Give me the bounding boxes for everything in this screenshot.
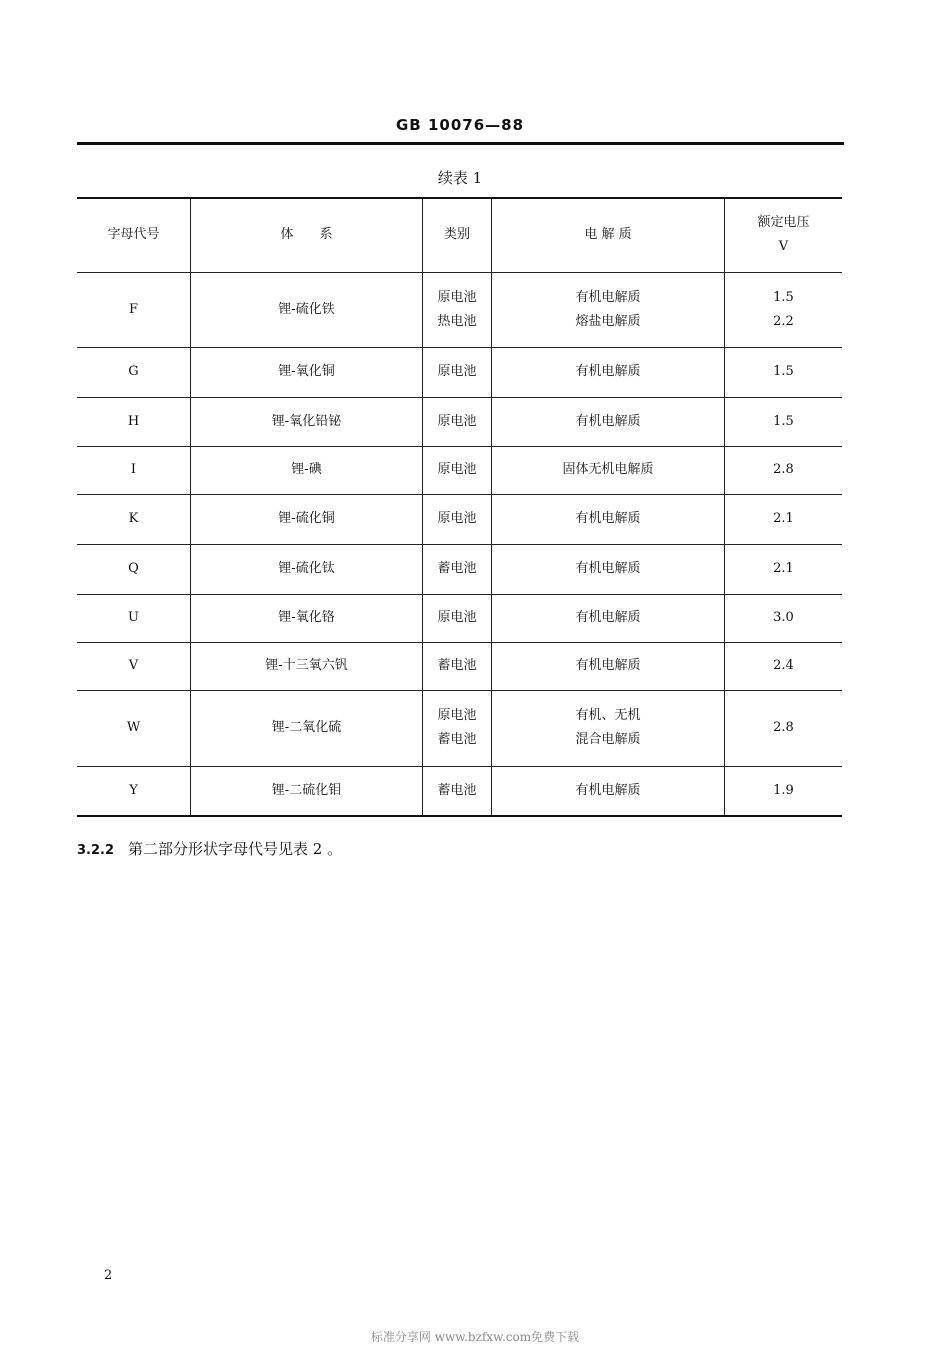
code-cell: K — [77, 494, 191, 544]
electrolyte-cell — [492, 494, 725, 544]
voltage-cell-line: 2.2 — [773, 313, 794, 329]
electrolyte-cell — [492, 544, 725, 594]
table-row — [77, 347, 842, 397]
type-cell-line: 原电池 — [437, 610, 477, 625]
electrolyte-cell-line: 有机电解质 — [575, 561, 641, 576]
table-row — [77, 642, 842, 690]
electrolyte-cell — [492, 642, 725, 690]
system-cell: 锂-氧化铬 — [191, 594, 423, 642]
voltage-cell-line: 2.1 — [773, 561, 794, 576]
voltage-cell-line: 2.4 — [773, 658, 794, 673]
electrolyte-cell — [492, 594, 725, 642]
electrolyte-cell — [492, 446, 725, 494]
system-cell: 锂-氧化铅铋 — [191, 397, 423, 446]
table-caption: 续表 1 — [437, 169, 483, 187]
electrolyte-cell-line: 有机电解质 — [575, 782, 641, 798]
system-cell: 锂-硫化铜 — [191, 494, 423, 544]
type-cell — [423, 766, 492, 816]
code-cell: F — [77, 272, 191, 347]
voltage-cell — [725, 642, 843, 690]
standard-number-header: GB 10076—88 — [395, 116, 525, 134]
electrolyte-cell-line: 有机电解质 — [575, 658, 641, 673]
section-text: 第二部分形状字母代号见表 2 。 — [128, 840, 343, 858]
type-cell-line: 原电池 — [437, 413, 477, 429]
table-row — [77, 766, 842, 816]
code-cell: G — [77, 347, 191, 397]
voltage-cell — [725, 544, 843, 594]
voltage-cell — [725, 766, 843, 816]
type-cell-line: 原电池 — [437, 708, 477, 723]
code-cell: Q — [77, 544, 191, 594]
type-cell — [423, 494, 492, 544]
code-cell: W — [77, 690, 191, 766]
system-cell: 锂-二硫化钼 — [191, 766, 423, 816]
table-header-row — [77, 198, 842, 272]
system-cell: 锂-硫化铁 — [191, 272, 423, 347]
voltage-cell — [725, 494, 843, 544]
electrolyte-cell-line: 固体无机电解质 — [562, 462, 654, 477]
type-cell — [423, 544, 492, 594]
electrolyte-cell-line: 有机电解质 — [575, 364, 641, 379]
electrolyte-cell — [492, 272, 725, 347]
col-header-system: 体 系 — [191, 198, 423, 272]
type-cell-line: 蓄电池 — [437, 561, 477, 576]
header-rule — [77, 142, 844, 145]
col-header-voltage — [725, 198, 843, 272]
section-paragraph — [77, 838, 342, 859]
type-cell — [423, 397, 492, 446]
code-cell: U — [77, 594, 191, 642]
voltage-unit: V — [778, 239, 789, 255]
voltage-cell — [725, 446, 843, 494]
system-cell: 锂-碘 — [191, 446, 423, 494]
electrolyte-cell-line: 混合电解质 — [575, 732, 641, 747]
electrolyte-cell-line: 有机、无机 — [575, 708, 641, 723]
type-cell-line: 原电池 — [437, 364, 477, 379]
table-row — [77, 494, 842, 544]
system-cell: 锂-十三氧六钒 — [191, 642, 423, 690]
col-header-type: 类别 — [423, 198, 492, 272]
system-cell: 锂-二氧化硫 — [191, 690, 423, 766]
voltage-cell — [725, 594, 843, 642]
type-cell-line: 蓄电池 — [437, 658, 477, 673]
type-cell-line: 原电池 — [437, 511, 477, 526]
type-cell — [423, 347, 492, 397]
table-row — [77, 690, 842, 766]
voltage-cell-line: 2.1 — [773, 511, 794, 526]
code-cell: I — [77, 446, 191, 494]
voltage-cell-line: 2.8 — [773, 462, 794, 477]
voltage-label: 额定电压 — [757, 215, 810, 231]
code-cell: H — [77, 397, 191, 446]
table-row — [77, 272, 842, 347]
battery-system-table — [77, 197, 842, 817]
type-cell — [423, 272, 492, 347]
voltage-cell — [725, 272, 843, 347]
voltage-cell-line: 1.5 — [773, 364, 794, 379]
system-cell: 锂-氧化铜 — [191, 347, 423, 397]
type-cell-line: 热电池 — [437, 313, 477, 329]
voltage-cell-line: 2.8 — [773, 720, 794, 735]
section-number: 3.2.2 — [77, 843, 115, 858]
voltage-cell-line: 1.5 — [773, 289, 794, 305]
voltage-cell-line: 1.9 — [773, 782, 794, 798]
type-cell — [423, 594, 492, 642]
type-cell-line: 原电池 — [437, 462, 477, 477]
watermark-footer: 标准分享网 www.bzfxw.com免费下载 — [370, 1330, 580, 1344]
table-row — [77, 544, 842, 594]
type-cell — [423, 446, 492, 494]
electrolyte-cell — [492, 397, 725, 446]
type-cell — [423, 642, 492, 690]
voltage-cell-line: 1.5 — [773, 413, 794, 429]
type-cell-line: 蓄电池 — [437, 732, 477, 747]
system-cell: 锂-硫化钛 — [191, 544, 423, 594]
electrolyte-cell-line: 有机电解质 — [575, 413, 641, 429]
voltage-cell — [725, 397, 843, 446]
electrolyte-cell-line: 有机电解质 — [575, 511, 641, 526]
col-header-code: 字母代号 — [77, 198, 191, 272]
type-cell-line: 原电池 — [437, 289, 477, 305]
table-row — [77, 594, 842, 642]
electrolyte-cell-line: 熔盐电解质 — [575, 313, 641, 329]
electrolyte-cell — [492, 347, 725, 397]
code-cell: Y — [77, 766, 191, 816]
code-cell: V — [77, 642, 191, 690]
electrolyte-cell — [492, 766, 725, 816]
table-row — [77, 397, 842, 446]
page-number: 2 — [104, 1268, 113, 1283]
electrolyte-cell-line: 有机电解质 — [575, 289, 641, 305]
type-cell-line: 蓄电池 — [437, 782, 477, 798]
voltage-cell-line: 3.0 — [773, 610, 794, 625]
voltage-cell — [725, 690, 843, 766]
electrolyte-cell-line: 有机电解质 — [575, 610, 641, 625]
col-header-electrolyte: 电 解 质 — [492, 198, 725, 272]
type-cell — [423, 690, 492, 766]
electrolyte-cell — [492, 690, 725, 766]
table-row — [77, 446, 842, 494]
voltage-cell — [725, 347, 843, 397]
